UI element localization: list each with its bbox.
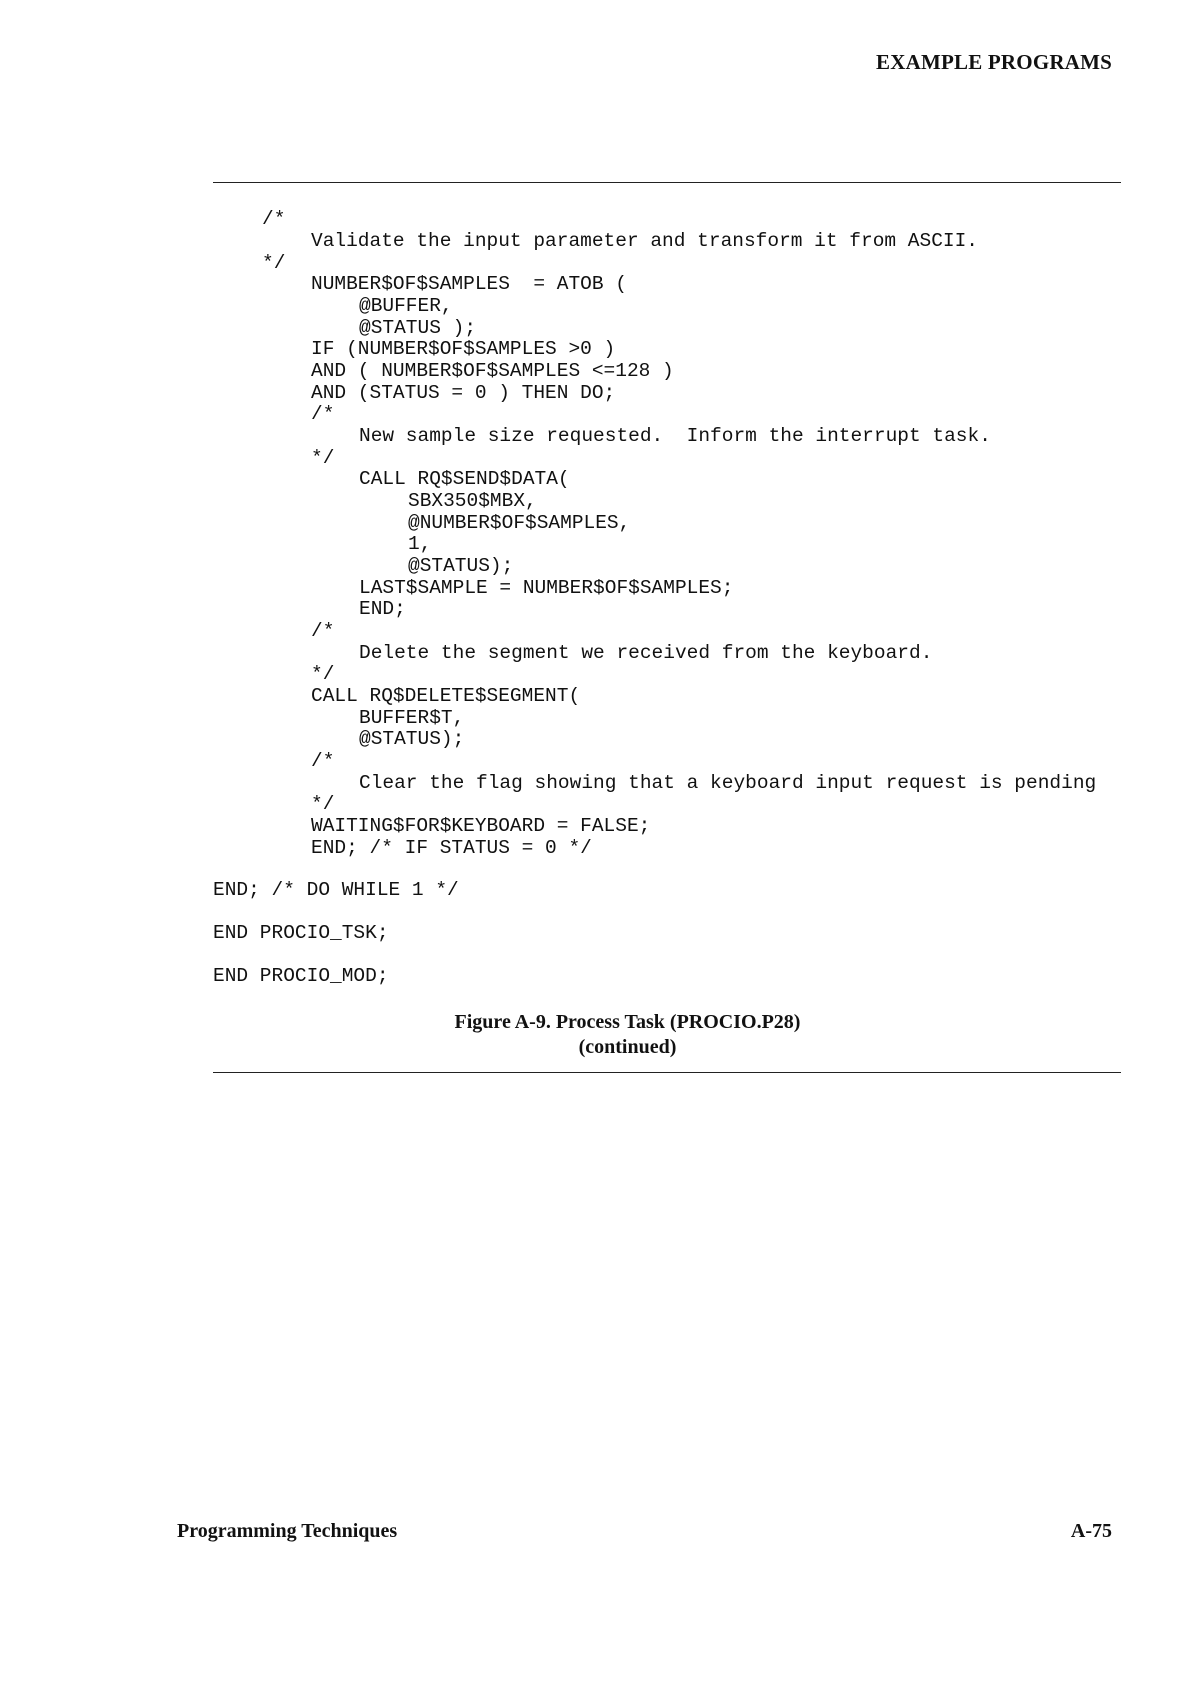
- figure-caption: [213, 1010, 1042, 1060]
- figure-continued: (continued): [578, 1036, 677, 1058]
- code-line: END PROCIO_TSK;: [213, 922, 389, 944]
- code-line: */: [311, 447, 335, 469]
- code-line: IF (NUMBER$OF$SAMPLES >0 ): [311, 338, 616, 360]
- bottom-rule: [213, 1072, 1121, 1073]
- code-line: */: [262, 252, 286, 274]
- code-line: 1,: [408, 533, 432, 555]
- code-line: New sample size requested. Inform the interrupt task.: [359, 425, 991, 447]
- code-line: Validate the input parameter and transform it from ASCII.: [311, 230, 979, 252]
- code-line: /*: [311, 403, 335, 425]
- code-line: Clear the flag showing that a keyboard input request is pending: [359, 772, 1097, 794]
- code-line: END;: [359, 598, 406, 620]
- code-line: @STATUS);: [359, 728, 465, 750]
- code-line: LAST$SAMPLE = NUMBER$OF$SAMPLES;: [359, 577, 734, 599]
- code-line: END; /* DO WHILE 1 */: [213, 879, 459, 901]
- code-line: /*: [311, 750, 335, 772]
- code-line: /*: [311, 620, 335, 642]
- code-line: BUFFER$T,: [359, 707, 465, 729]
- code-line: AND (STATUS = 0 ) THEN DO;: [311, 382, 616, 404]
- running-head: EXAMPLE PROGRAMS: [876, 50, 1112, 74]
- code-line: NUMBER$OF$SAMPLES = ATOB (: [311, 273, 627, 295]
- code-line: @BUFFER,: [359, 295, 453, 317]
- code-line: END; /* IF STATUS = 0 */: [311, 837, 592, 859]
- code-line: CALL RQ$DELETE$SEGMENT(: [311, 685, 581, 707]
- code-line: @STATUS );: [359, 317, 477, 339]
- code-line: /*: [262, 208, 286, 230]
- code-line: SBX350$MBX,: [408, 490, 537, 512]
- footer-section-title: Programming Techniques: [177, 1520, 398, 1542]
- code-line: WAITING$FOR$KEYBOARD = FALSE;: [311, 815, 651, 837]
- code-line: */: [311, 793, 335, 815]
- code-line: @STATUS);: [408, 555, 514, 577]
- code-line: AND ( NUMBER$OF$SAMPLES <=128 ): [311, 360, 674, 382]
- figure-title: Figure A-9. Process Task (PROCIO.P28): [454, 1011, 801, 1033]
- code-line: @NUMBER$OF$SAMPLES,: [408, 512, 631, 534]
- code-line: CALL RQ$SEND$DATA(: [359, 468, 570, 490]
- code-line: END PROCIO_MOD;: [213, 965, 389, 987]
- footer-page-number: A-75: [1070, 1520, 1112, 1542]
- code-line: */: [311, 663, 335, 685]
- code-line: Delete the segment we received from the keyboard.: [359, 642, 933, 664]
